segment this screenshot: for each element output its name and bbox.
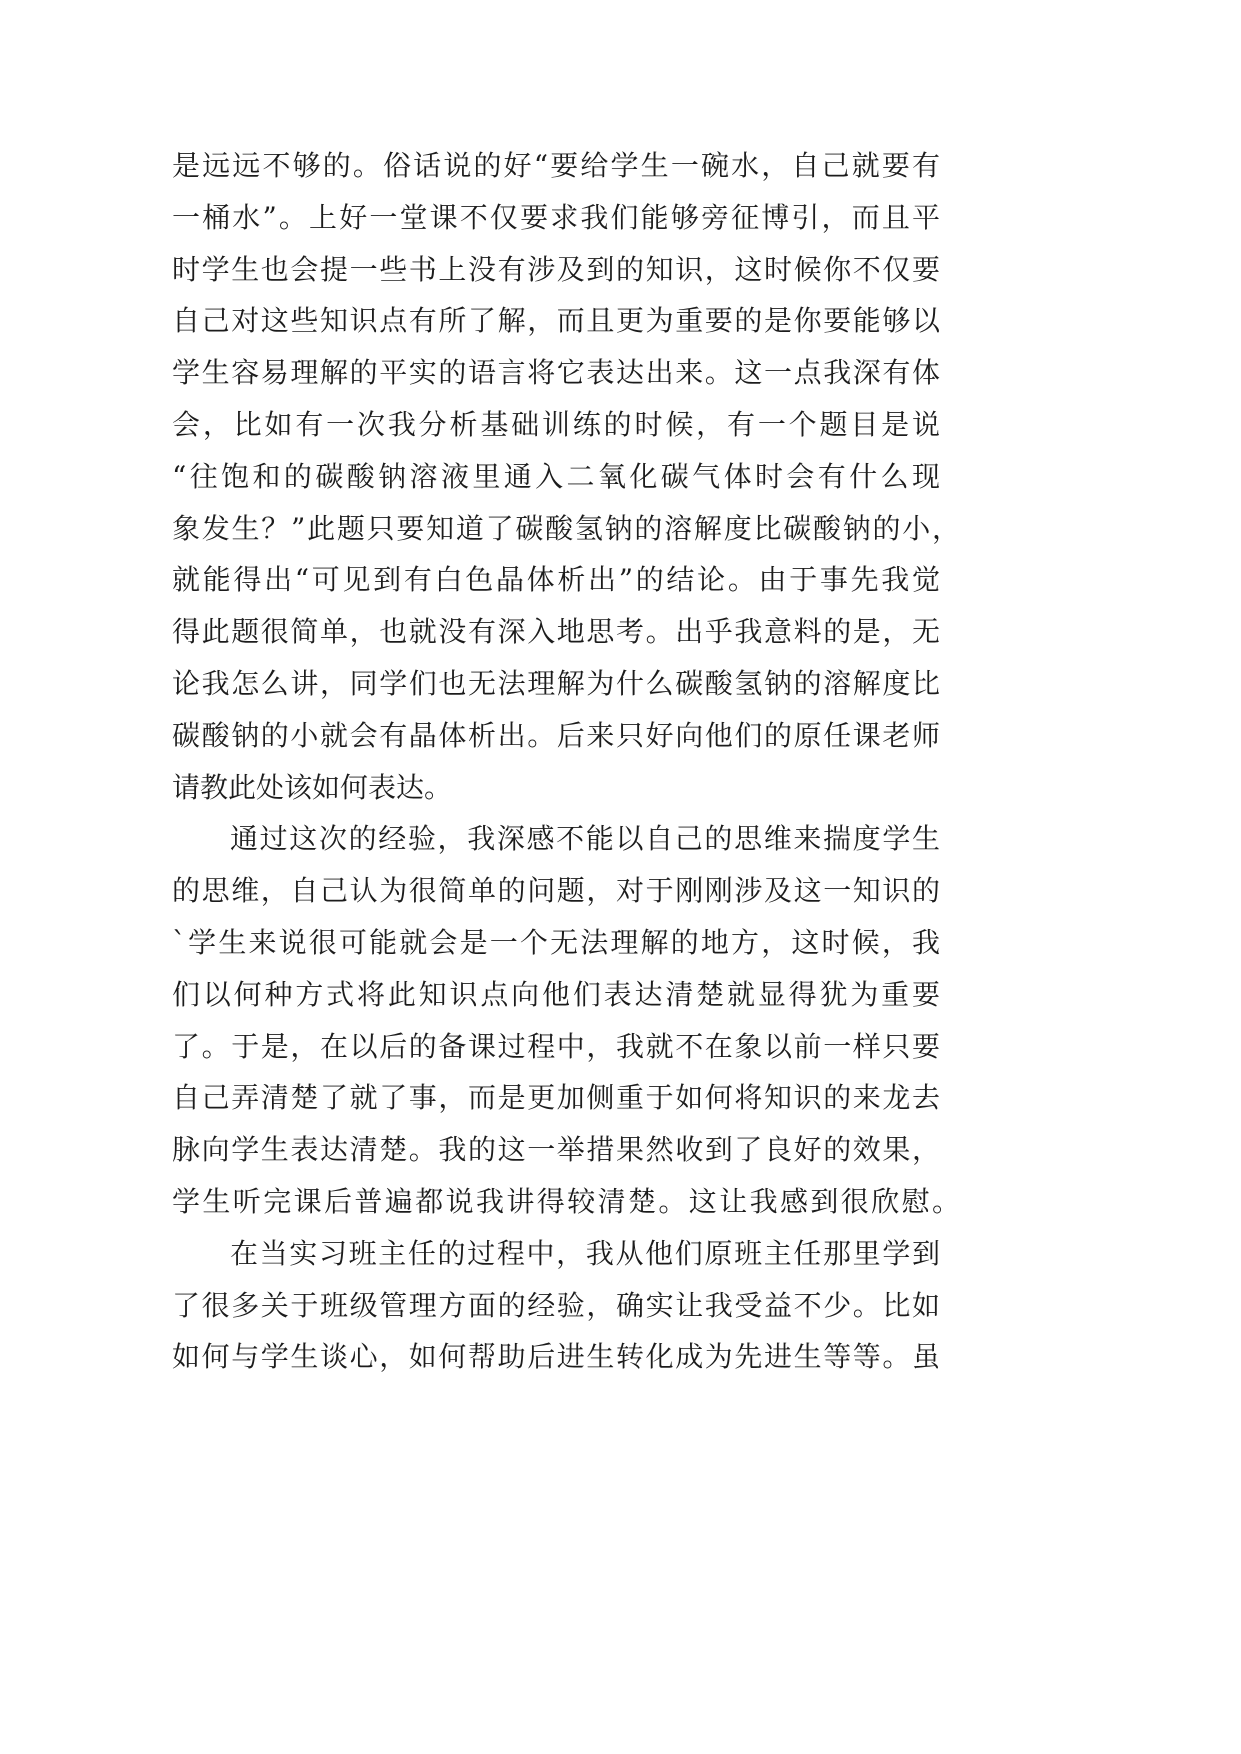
text-line: 象发生？”此题只要知道了碳酸氢钠的溶解度比碳酸钠的小， [172, 511, 960, 545]
text-line: 得此题很简单，也就没有深入地思考。出乎我意料的是，无 [172, 615, 940, 649]
text-line: 就能得出“可见到有白色晶体析出”的结论。由于事先我觉 [172, 563, 940, 597]
paragraph [172, 1228, 962, 1383]
paragraph [172, 813, 962, 1227]
text-line: 是远远不够的。俗话说的好“要给学生一碗水，自己就要有 [172, 149, 940, 182]
body-text [172, 140, 962, 1383]
text-line: 的思维，自己认为很简单的问题，对于刚刚涉及这一知识的 [172, 874, 940, 908]
text-line: “往饱和的碳酸钠溶液里通入二氧化碳气体时会有什么现 [172, 459, 940, 493]
text-line: 请教此处该如何表达。 [172, 770, 453, 804]
text-line: 时学生也会提一些书上没有涉及到的知识，这时候你不仅要 [172, 252, 940, 286]
text-line: 了。于是，在以后的备课过程中，我就不在象以前一样只要 [172, 1029, 940, 1063]
text-line: `学生来说很可能就会是一个无法理解的地方，这时候，我 [172, 925, 940, 959]
text-line: 学生容易理解的平实的语言将它表达出来。这一点我深有体 [172, 356, 940, 390]
text-line: 通过这次的经验，我深感不能以自己的思维来揣度学生 [230, 822, 940, 856]
text-line: 一桶水”。上好一堂课不仅要求我们能够旁征博引，而且平 [172, 200, 940, 234]
text-line: 自己弄清楚了就了事，而是更加侧重于如何将知识的来龙去 [172, 1081, 940, 1115]
text-line: 论我怎么讲，同学们也无法理解为什么碳酸氢钠的溶解度比 [172, 666, 940, 700]
text-line: 们以何种方式将此知识点向他们表达清楚就显得犹为重要 [172, 977, 940, 1011]
text-line: 如何与学生谈心，如何帮助后进生转化成为先进生等等。虽 [172, 1340, 940, 1374]
text-line: 脉向学生表达清楚。我的这一举措果然收到了良好的效果， [172, 1133, 940, 1167]
text-line: 自己对这些知识点有所了解，而且更为重要的是你要能够以 [172, 304, 940, 338]
text-line: 在当实习班主任的过程中，我从他们原班主任那里学到 [230, 1236, 940, 1270]
text-line: 学生听完课后普遍都说我讲得较清楚。这让我感到很欣慰。 [172, 1184, 960, 1218]
paragraph [172, 140, 962, 813]
text-line: 了很多关于班级管理方面的经验，确实让我受益不少。比如 [172, 1288, 940, 1322]
text-line: 会，比如有一次我分析基础训练的时候，有一个题目是说 [172, 407, 940, 441]
text-line: 碳酸钠的小就会有晶体析出。后来只好向他们的原任课老师 [172, 718, 940, 752]
